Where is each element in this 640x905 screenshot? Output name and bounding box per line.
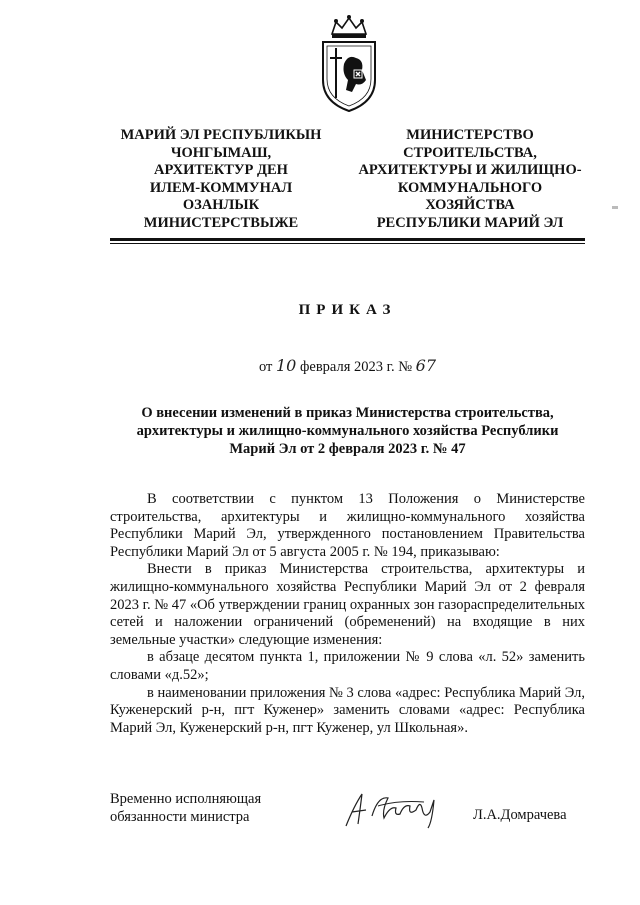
order-body: [110, 491, 585, 737]
header-right-line: СТРОИТЕЛЬСТВА,: [403, 144, 537, 161]
subject-line: О внесении изменений в приказ Министерства строительства,: [141, 405, 554, 421]
handwritten-signature-icon: [338, 786, 448, 830]
header-left-line: МАРИЙ ЭЛ РЕСПУБЛИКЫН: [120, 127, 322, 143]
header-right-line: РЕСПУБЛИКИ МАРИЙ ЭЛ: [376, 214, 564, 231]
position-line: Временно исполняющая: [110, 791, 262, 807]
order-subject: [110, 404, 585, 458]
header-right-line: АРХИТЕКТУРЫ И ЖИЛИЩНО-: [358, 162, 582, 178]
date-day-handwritten: 10: [276, 356, 297, 375]
header-divider-thin: [110, 243, 585, 244]
number-sign: №: [398, 359, 413, 375]
header-right-line: ХОЗЯЙСТВА: [425, 197, 515, 213]
signatory-name: Л.А.Домрачева: [473, 807, 567, 823]
document-title: ПРИКАЗ: [298, 302, 397, 318]
header-left-mari: [110, 127, 332, 232]
subject-line: Марий Эл от 2 февраля 2023 г. № 47: [229, 441, 466, 457]
header-left-line: МИНИСТЕРСТВЫЖЕ: [143, 214, 299, 231]
position-line: обязанности министра: [110, 809, 250, 825]
signatory-position: [110, 790, 261, 826]
date-month-year: февраля 2023 г.: [299, 359, 395, 375]
body-paragraph: в наименовании приложения № 3 слова «адрес: Республика Марий Эл, Куженерский р-н, пгт Куженер» заменить словами «адрес: Республика Марий Эл, Куженерский р-н, пгт Куженер, ул Школьная».: [110, 684, 585, 736]
subject-line: архитектуры и жилищно-коммунального хозяйства Республики: [136, 423, 559, 439]
margin-mark: [612, 206, 618, 209]
header-right-line: МИНИСТЕРСТВО: [406, 127, 534, 143]
header-right-line: КОММУНАЛЬНОГО: [397, 179, 543, 196]
header-left-line: АРХИТЕКТУР ДЕН: [154, 162, 288, 178]
body-paragraph: Внести в приказ Министерства строительства, архитектуры и жилищно-коммунального хозяйства Республики Марий Эл от 2 февраля 2023 г. № 47 «Об утверждении границ охранных зон газораспределительных сетей и наложении ограничений (обременений) на входящие в них земельные участки» следующие изменения:: [110, 561, 585, 648]
body-paragraph: В соответствии с пунктом 13 Положения о Министерстве строительства, архитектуры и жилищно-коммунального хозяйства Республики Марий Эл, утвержденного постановлением Правительства Республики Марий Эл от 5 августа 2005 г. № 194, приказываю:: [110, 491, 585, 560]
date-line: [110, 356, 585, 376]
header-left-line: ИЛЕМ-КОММУНАЛ: [149, 179, 293, 196]
body-paragraph: в абзаце десятом пункта 1, приложении № 9 слова «л. 52» заменить словами «д.52»;: [110, 649, 585, 683]
coat-of-arms-icon: [318, 14, 380, 114]
header-left-line: ОЗАНЛЫК: [182, 197, 260, 213]
header-divider-thick: [110, 238, 585, 241]
date-prefix: от: [258, 359, 273, 375]
order-number-handwritten: 67: [415, 356, 437, 375]
header-right-russian: [345, 127, 595, 232]
header-left-line: ЧОНГЫМАШ,: [170, 144, 272, 161]
